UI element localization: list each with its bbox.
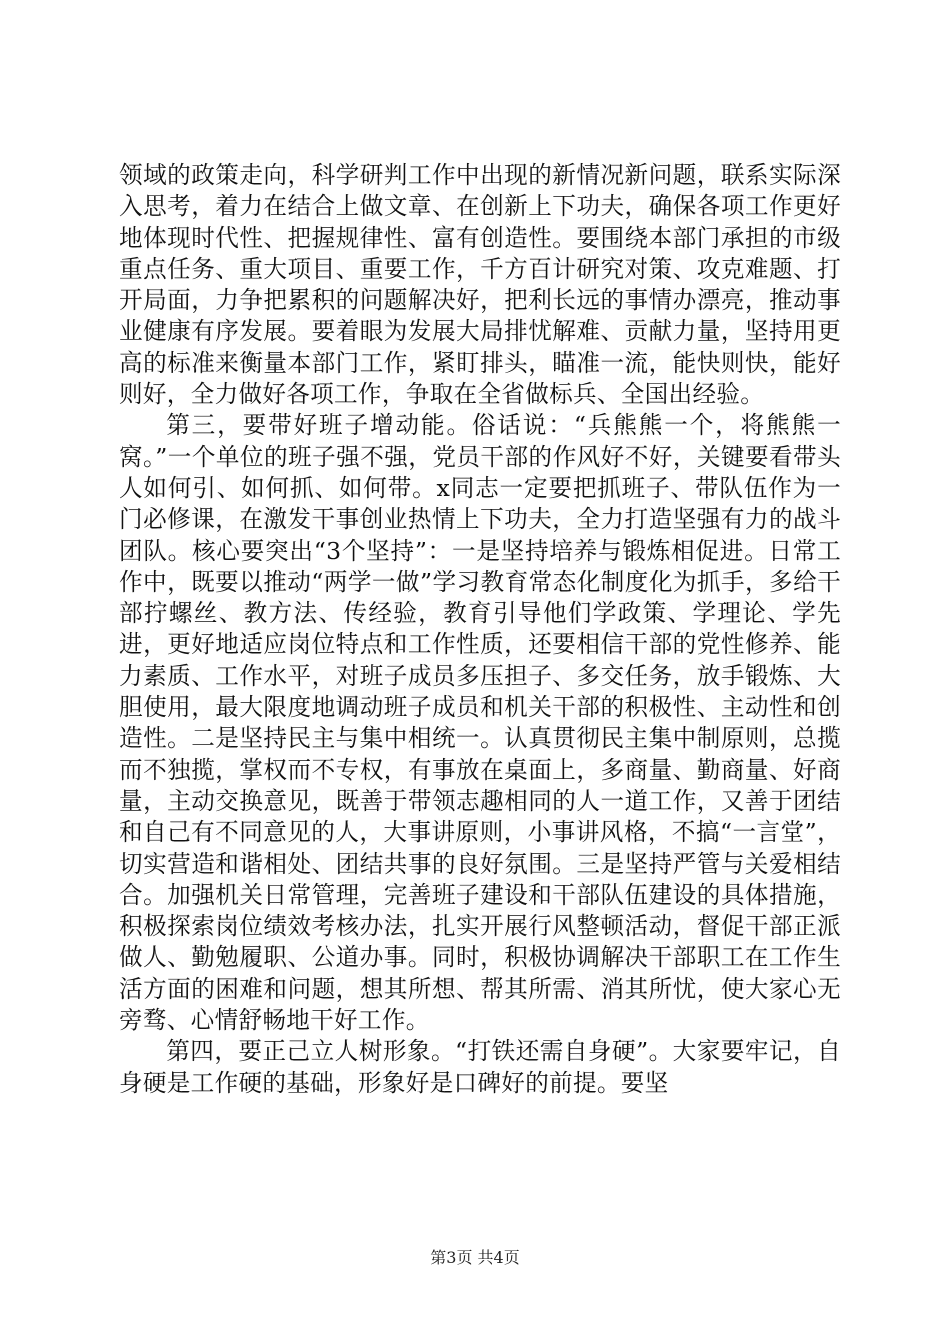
- paragraph-3: 第四，要正己立人树形象。“打铁还需自身硬”。大家要牢记，自身硬是工作硬的基础，形象好是口碑好的前提。要坚: [119, 1037, 841, 1097]
- paragraph-1: 领域的政策走向，科学研判工作中出现的新情况新问题，联系实际深入思考，着力在结合上做文章、在创新上下功夫，确保各项工作更好地体现时代性、把握规律性、富有创造性。要围绕本部门承担的市级重点任务、重大项目、重要工作，千方百计研究对策、攻克难题、打开局面，力争把累积的问题解决好，把利长远的事情办漂亮，推动事业健康有序发展。要着眼为发展大局排忧解难、贡献力量，坚持用更高的标准来衡量本部门工作，紧盯排头，瞄准一流，能快则快，能好则好，全力做好各项工作，争取在全省做标兵、全国出经验。: [119, 161, 841, 409]
- page-footer: 第3页 共4页: [430, 1248, 520, 1267]
- document-body: [119, 160, 841, 1099]
- paragraph-2: 第三，要带好班子增动能。俗话说：“兵熊熊一个，将熊熊一窝。”一个单位的班子强不强，党员干部的作风好不好，关键要看带头人如何引、如何抓、如何带。x同志一定要把抓班子、带队伍作为一门必修课，在激发干事创业热情上下功夫，全力打造坚强有力的战斗团队。核心要突出“3个坚持”：一是坚持培养与锻炼相促进。日常工作中，既要以推动“两学一做”学习教育常态化制度化为抓手，多给干部拧螺丝、教方法、传经验，教育引导他们学政策、学理论、学先进，更好地适应岗位特点和工作性质，还要相信干部的党性修养、能力素质、工作水平，对班子成员多压担子、多交任务，放手锻炼、大胆使用，最大限度地调动班子成员和机关干部的积极性、主动性和创造性。二是坚持民主与集中相统一。认真贯彻民主集中制原则，总揽而不独揽，掌权而不专权，有事放在桌面上，多商量、勤商量、好商量，主动交换意见，既善于带领志趣相同的人一道工作，又善于团结和自己有不同意见的人，大事讲原则，小事讲风格，不搞“一言堂”，切实营造和谐相处、团结共事的良好氛围。三是坚持严管与关爱相结合。加强机关日常管理，完善班子建设和干部队伍建设的具体措施，积极探索岗位绩效考核办法，扎实开展行风整顿活动，督促干部正派做人、勤勉履职、公道办事。同时，积极协调解决干部职工在工作生活方面的困难和问题，想其所想、帮其所需、消其所忧，使大家心无旁骛、心情舒畅地干好工作。: [119, 411, 841, 1035]
